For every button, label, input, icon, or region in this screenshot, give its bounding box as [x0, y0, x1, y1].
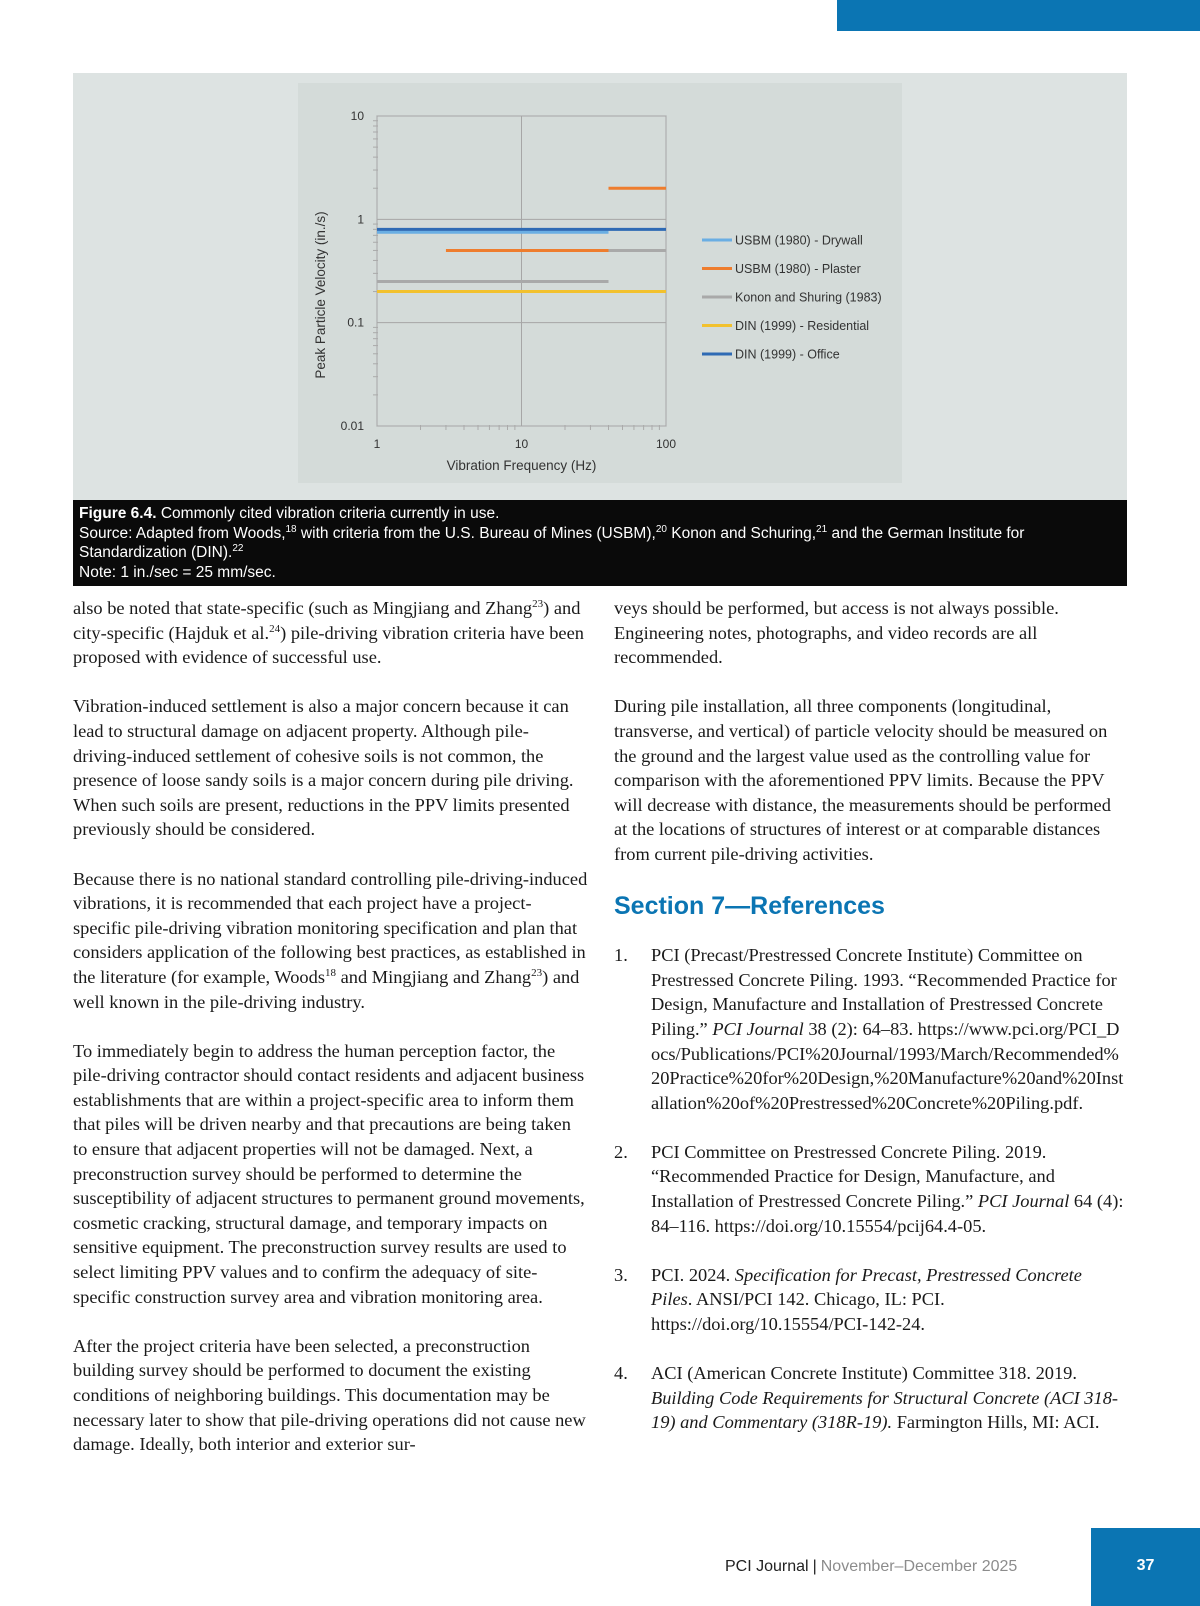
source-text: Source: Adapted from Woods,	[79, 524, 286, 542]
paragraph: After the project criteria have been selected, a preconstruction building survey should be performed to document the existing conditions of neighboring buildings. This documentation may be necessary later to show that pile-driving operations did not cause new damage. Ideally, both interior and exterior sur-	[73, 1335, 586, 1455]
reference-number: 2.	[614, 1141, 628, 1162]
reference-list	[614, 943, 1126, 1435]
reference-text: 38 (2): 64–83. https://www.pci.org/PCI_Docs/Publications/PCI%20Journal/1993/March/Recommended%20Practice%20for%20Design,%20Manufacture%20and%20Installation%20of%20Prestressed%20Concrete%20Piling.pdf.	[651, 1018, 1124, 1113]
right-column	[614, 596, 1126, 1460]
figure-note: Note: 1 in./sec = 25 mm/sec.	[79, 563, 276, 581]
x-axis-label: Vibration Frequency (Hz)	[446, 458, 597, 473]
reference-item	[614, 1140, 1126, 1238]
text-run: ) and well known in the pile-driving industry.	[73, 966, 580, 1012]
reference-number: 1.	[614, 945, 628, 966]
paragraph: To immediately begin to address the human perception factor, the pile-driving contractor should contact residents and adjacent business establishments that are within a project-specific area to inform them that piles will be driven nearby and that precautions are being taken to ensure that adjacent properties will not be damaged. Next, a preconstruction survey should be performed to determine the susceptibility of adjacent structures to permanent ground movements, cosmetic cracking, structural damage, and temporary impacts on sensitive equipment. The preconstruction survey results are used to select limiting PPV values and to confirm the adequacy of site-specific construction survey area and vibration monitoring area.	[73, 1040, 585, 1307]
y-axis-label: Peak Particle Velocity (in./s)	[313, 211, 328, 379]
reference-text: Farmington Hills, MI: ACI.	[892, 1412, 1100, 1433]
citation-ref: 23	[532, 597, 544, 610]
citation-ref: 18	[285, 523, 297, 535]
legend-label: Konon and Shuring (1983)	[735, 290, 882, 305]
page-number: 37	[1136, 1557, 1155, 1574]
citation-ref: 20	[655, 523, 667, 535]
left-column	[73, 596, 588, 1481]
reference-number: 3.	[614, 1264, 628, 1285]
chart-grid	[377, 116, 666, 426]
reference-text: PCI Committee on Prestressed Concrete Piling. 2019. “Recommended Practice for Design, Manufacture, and Installation of Prestressed Concrete Piling.”	[651, 1141, 1055, 1212]
footer-separator: |	[812, 1558, 817, 1575]
reference-italic: Specification for Precast, Prestressed Concrete Piles	[651, 1264, 1082, 1310]
reference-text: PCI (Precast/Prestressed Concrete Institute) Committee on Prestressed Concrete Piling. 1993. “Recommended Practice for Design, Manufacture and Installation of Prestressed Concrete Piling.”	[651, 945, 1117, 1039]
source-text: Konon and Schuring,	[666, 524, 817, 542]
paragraph: veys should be performed, but access is not always possible. Engineering notes, photographs, and video records are all recommended.	[614, 598, 1059, 668]
text-run: and Mingjiang and Zhang	[335, 966, 532, 987]
x-tick-label: 100	[655, 437, 677, 451]
figure-title: Commonly cited vibration criteria currently in use.	[160, 505, 500, 522]
reference-item	[614, 943, 1126, 1115]
text-run: ) pile-driving vibration criteria have been proposed with evidence of successful use.	[73, 622, 584, 668]
citation-ref: 23	[531, 966, 543, 979]
text-run: Because there is no national standard controlling pile-driving-induced vibrations, it is recommended that each project have a project-specific pile-driving vibration monitoring specification and plan that considers application of the following best practices, as established in the literature (for example, Woods	[73, 868, 588, 987]
y-tick-label: 10	[350, 109, 364, 123]
x-tick-label: 10	[514, 437, 529, 451]
figure-source	[79, 524, 1121, 563]
citation-ref: 24	[269, 622, 281, 635]
reference-text: PCI. 2024.	[651, 1264, 735, 1285]
citation-ref: 18	[324, 966, 336, 979]
reference-item	[614, 1361, 1126, 1435]
text-run: ) and city-specific (Hajduk et al.	[73, 598, 581, 643]
journal-name: PCI Journal	[725, 1558, 809, 1575]
paragraph	[73, 596, 588, 670]
text-run: also be noted that state-specific (such as Mingjiang and Zhang	[73, 598, 533, 618]
y-tick-label: 0.1	[347, 315, 364, 330]
figure-title-line	[79, 504, 1121, 524]
footer-journal	[725, 1558, 1017, 1576]
x-tick-label: 1	[373, 437, 381, 451]
legend-label: DIN (1999) - Office	[735, 347, 840, 362]
citation-ref: 22	[232, 542, 244, 554]
legend-label: USBM (1980) - Drywall	[735, 233, 863, 248]
section-heading: Section 7—References	[614, 892, 885, 921]
paragraph	[73, 867, 588, 1015]
reference-text: . ANSI/PCI 142. Chicago, IL: PCI. https://doi.org/10.15554/PCI-142-24.	[651, 1289, 945, 1335]
legend-label: DIN (1999) - Residential	[735, 319, 870, 333]
reference-italic: PCI Journal	[712, 1018, 804, 1039]
source-text: with criteria from the U.S. Bureau of Mines (USBM),	[296, 524, 656, 542]
paragraph: Vibration-induced settlement is also a major concern because it can lead to structural damage on adjacent property. Although pile-driving-induced settlement of cohesive soils is not common, the presence of loose sandy soils is a major concern during pile driving. When such soils are present, reductions in the PPV limits presented previously should be considered.	[73, 696, 574, 840]
reference-italic: PCI Journal	[977, 1191, 1070, 1212]
reference-text: 64 (4): 84–116. https://doi.org/10.15554/pcij64.4-05.	[651, 1191, 1124, 1236]
reference-italic: Building Code Requirements for Structural Concrete (ACI 318-19) and Commentary (318R-19).	[651, 1387, 1119, 1433]
citation-ref: 21	[816, 523, 828, 535]
reference-text: ACI (American Concrete Institute) Committee 318. 2019.	[651, 1363, 1077, 1384]
issue-date: November–December 2025	[820, 1558, 1018, 1575]
figure-label: Figure 6.4.	[79, 505, 157, 522]
reference-item	[614, 1263, 1126, 1337]
legend-label: USBM (1980) - Plaster	[735, 262, 861, 276]
figure-caption	[73, 500, 1127, 586]
y-tick-label: 0.01	[340, 419, 364, 433]
paragraph: During pile installation, all three components (longitudinal, transverse, and vertical) of particle velocity should be measured on the ground and the largest value used as the controlling value for comparison with the aforementioned PPV limits. Because the PPV will decrease with distance, the measurements should be performed at the locations of structures of interest or at comparable distances from current pile-driving activities.	[614, 696, 1111, 864]
page-number-box	[1091, 1528, 1200, 1606]
chart-legend	[702, 234, 882, 362]
y-tick-label: 1	[357, 212, 364, 227]
source-text: and the German Institute for Standardization (DIN).	[79, 524, 1025, 561]
reference-number: 4.	[614, 1363, 628, 1384]
